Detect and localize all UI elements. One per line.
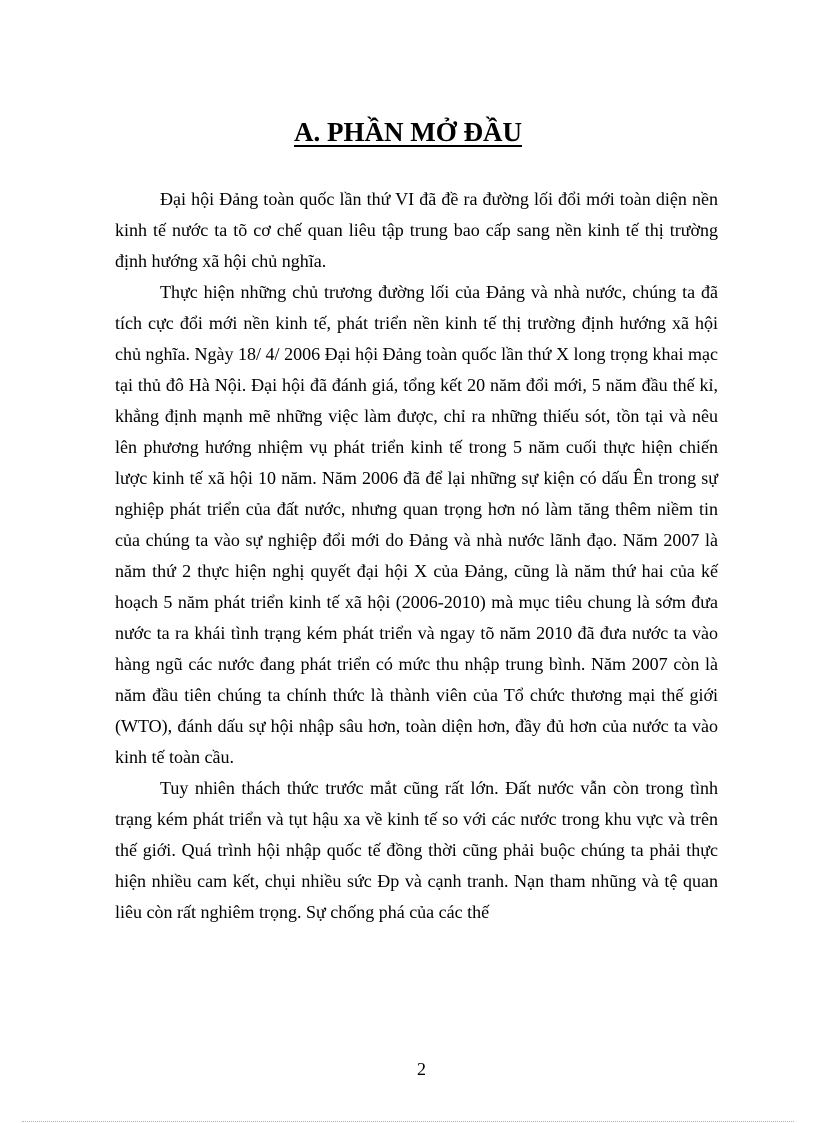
paragraph-3: Tuy nhiên thách thức trước mắt cũng rất lớn. Đất nước vẫn còn trong tình trạng kém phát triển và tụt hậu xa về kinh tế so với các nước trong khu vực và trên thế giới. Quá trình hội nhập quốc tế đồng thời cũng phải buộc chúng ta phải thực hiện nhiều cam kết, chụi nhiều sức Ðp và cạnh tranh. Nạn tham nhũng và tệ quan liêu còn rất nghiêm trọng. Sự chống phá của các thế: [115, 778, 718, 922]
body-text: [115, 184, 718, 928]
paragraph-2: Thực hiện những chủ trương đường lối của Đảng và nhà nước, chúng ta đã tích cực đổi mới nền kinh tế, phát triển nền kinh tế thị trường định hướng xã hội chủ nghĩa. Ngày 18/ 4/ 2006 Đại hội Đảng toàn quốc lần thứ X long trọng khai mạc tại thủ đô Hà Nội. Đại hội đã đánh giá, tổng kết 20 năm đổi mới, 5 năm đầu thế kỉ, khẳng định mạnh mẽ những việc làm được, chỉ ra những thiếu sót, tồn tại và nêu lên phương hướng nhiệm vụ phát triển kinh tế trong 5 năm cuối thực hiện chiến lược kinh tế xã hội 10 năm. Năm 2006 đã để lại những sự kiện có dấu Ên trong sự nghiệp phát triển của đất nước, nhưng quan trọng hơn nó làm tăng thêm niềm tin của chúng ta vào sự nghiệp đổi mới do Đảng và nhà nước lãnh đạo. Năm 2007 là năm thứ 2 thực hiện nghị quyết đại hội X của Đảng, cũng là năm thứ hai của kế hoạch 5 năm phát triển kinh tế xã hội (2006-2010) mà mục tiêu chung là sớm đưa nước ta ra khái tình trạng kém phát triển và ngay tõ năm 2010 đã đưa nước ta vào hàng ngũ các nước đang phát triển có mức thu nhập trung bình. Năm 2007 còn là năm đầu tiên chúng ta chính thức là thành viên của Tổ chức thương mại thế giới (WTO), đánh dấu sự hội nhập sâu hơn, toàn diện hơn, đầy đủ hơn của nước ta vào kinh tế toàn cầu.: [115, 282, 718, 767]
section-heading: A. PHẦN MỞ ĐẦU: [294, 117, 522, 147]
page-bottom-divider: [22, 1121, 794, 1122]
paragraph-1: Đại hội Đảng toàn quốc lần thứ VI đã đề ra đường lối đổi mới toàn diện nền kinh tế nước ta tõ cơ chế quan liêu tập trung bao cấp sang nền kinh tế thị trường định hướng xã hội chủ nghĩa.: [115, 189, 718, 271]
page-number: 2: [417, 1059, 426, 1079]
